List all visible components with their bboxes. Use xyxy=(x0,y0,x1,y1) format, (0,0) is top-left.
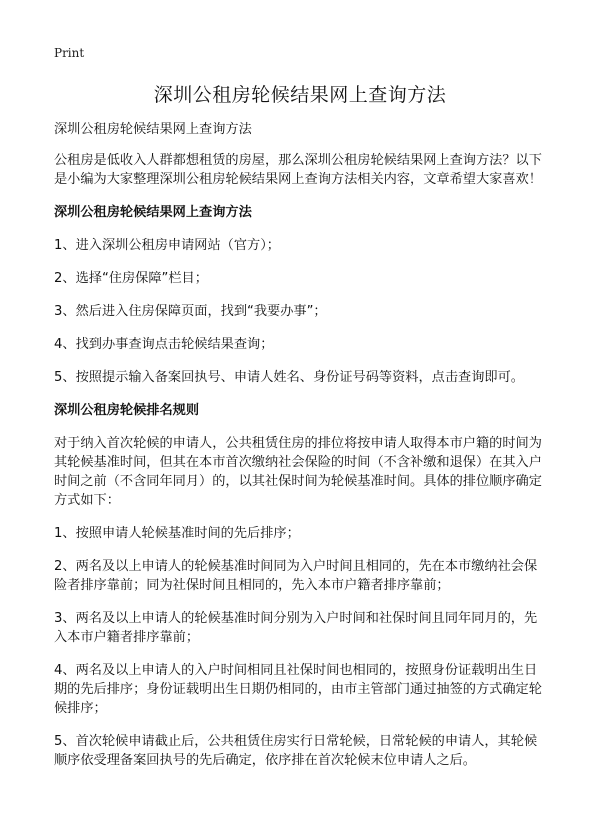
rule-item: 1、按照申请人轮候基准时间的先后排序； xyxy=(54,526,300,541)
section-heading-query-method: 深圳公租房轮候结果网上查询方法 xyxy=(54,205,252,220)
rule-item: 4、两名及以上申请人的入户时间相同且社保时间也相同的，按照身份证载明出生日期的先后排序；身份证载明出生日期仍相同的，由市主管部门通过抽签的方式确定轮候排序； xyxy=(54,663,542,716)
step-item: 4、找到办事查询点击轮候结果查询； xyxy=(54,337,274,352)
step-item: 3、然后进入住房保障页面，找到“我要办事”； xyxy=(54,304,327,319)
article-body xyxy=(54,120,550,784)
intro-paragraph: 公租房是低收入人群都想租赁的房屋，那么深圳公租房轮候结果网上查询方法？以下是小编为大家整理深圳公租房轮候结果网上查询方法相关内容，文章希望大家喜欢！ xyxy=(54,153,542,187)
print-label: Print xyxy=(54,46,85,60)
page-title: 深圳公租房轮候结果网上查询方法 xyxy=(153,84,447,106)
section-heading-ranking-rules: 深圳公租房轮候排名规则 xyxy=(54,403,200,418)
step-item: 5、按照提示输入备案回执号、申请人姓名、身份证号码等资料，点击查询即可。 xyxy=(54,370,524,385)
rule-item: 3、两名及以上申请人的轮候基准时间分别为入户时间和社保时间且同年同月的，先入本市户籍者排序靠前； xyxy=(54,611,538,645)
step-item: 1、进入深圳公租房申请网站（官方）； xyxy=(54,238,280,253)
step-item: 2、选择“住房保障”栏目； xyxy=(54,271,208,286)
article-subtitle: 深圳公租房轮候结果网上查询方法 xyxy=(54,122,252,137)
rule-item: 5、首次轮候申请截止后，公共租赁住房实行日常轮候，日常轮候的申请人，其轮候顺序依受理备案回执号的先后确定，依序排在首次轮候末位申请人之后。 xyxy=(54,734,538,768)
rules-intro-paragraph: 对于纳入首次轮候的申请人，公共租赁住房的排位将按申请人取得本市户籍的时间为其轮候基准时间，但其在本市首次缴纳社会保险的时间（不含补缴和退保）在其入户时间之前（不含同年同月）的，以其社保时间为轮候基准时间。具体的排位顺序确定方式如下： xyxy=(54,436,542,508)
rule-item: 2、两名及以上申请人的轮候基准时间同为入户时间且相同的，先在本市缴纳社会保险者排序靠前；同为社保时间且相同的，先入本市户籍者排序靠前； xyxy=(54,559,538,593)
